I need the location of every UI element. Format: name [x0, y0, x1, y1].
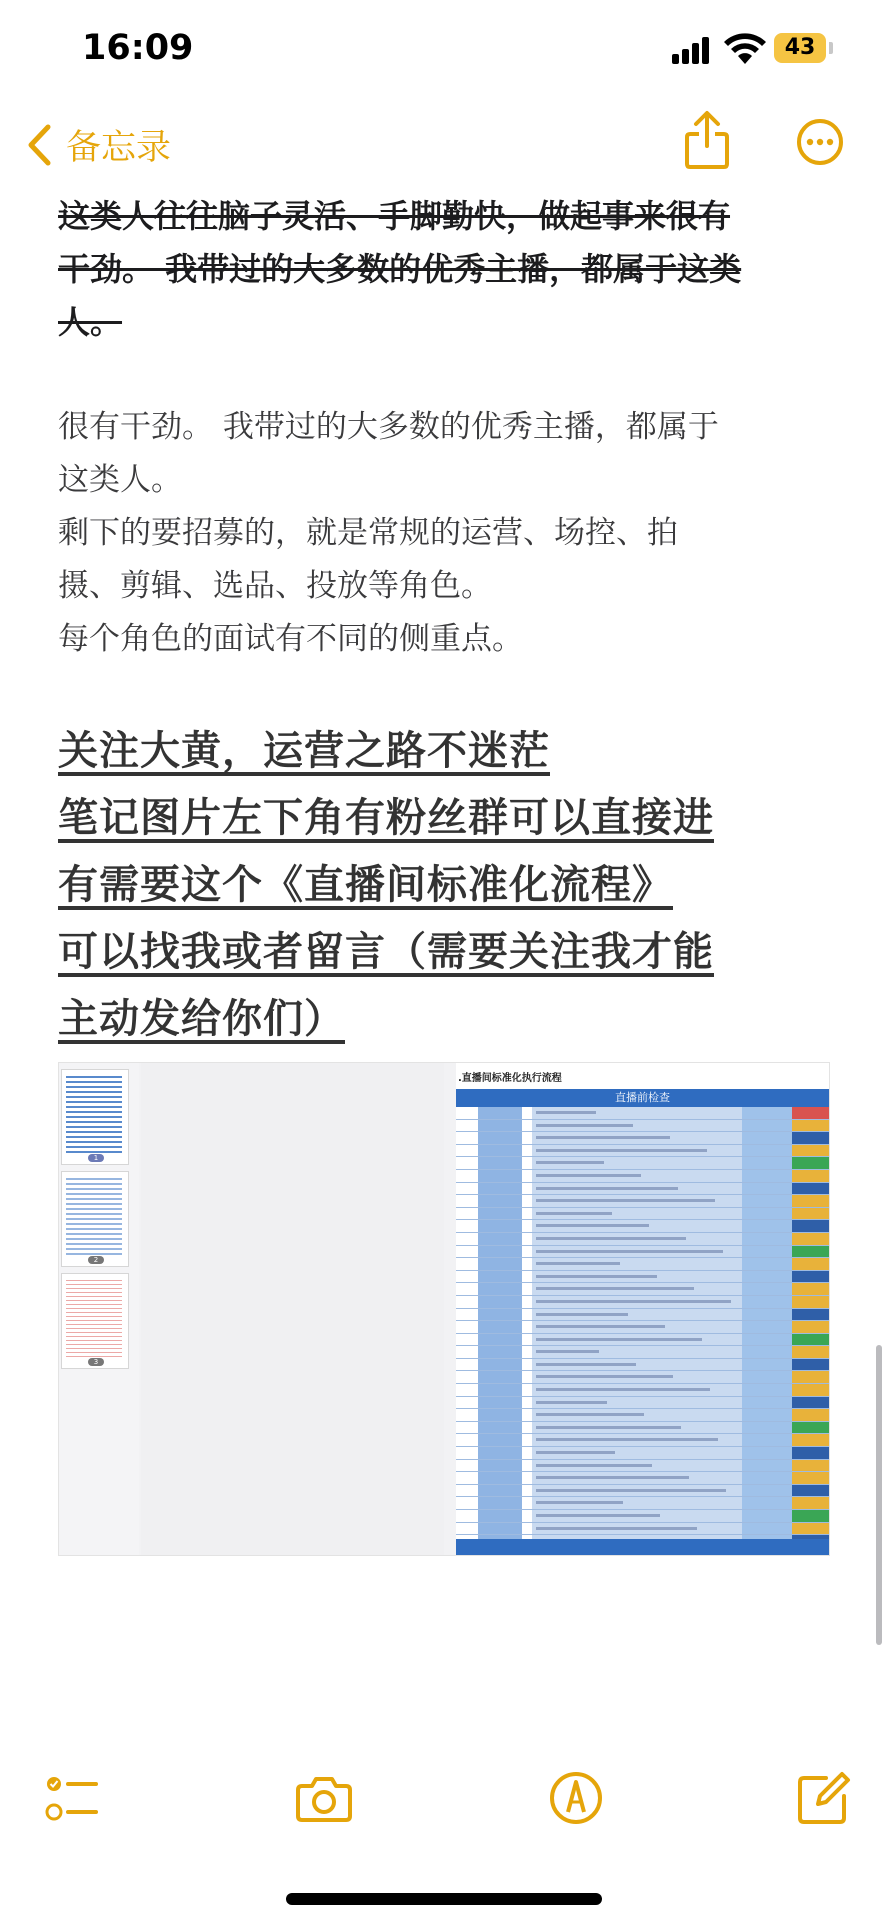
sheet-row	[456, 1460, 829, 1473]
body-paragraph	[58, 401, 838, 666]
strikethrough-paragraph	[58, 190, 838, 349]
thumbnail-sidebar	[59, 1063, 139, 1555]
sheet-row	[456, 1497, 829, 1510]
sheet-header: 直播前检查	[456, 1089, 829, 1107]
heading-block	[58, 718, 838, 1053]
sheet-row	[456, 1321, 829, 1334]
sheet-row	[456, 1346, 829, 1359]
heading-line: 笔记图片左下角有粉丝群可以直接进	[58, 795, 714, 841]
sheet-row	[456, 1246, 829, 1259]
battery-indicator: 43	[774, 33, 826, 63]
heading-line: 主动发给你们）	[58, 996, 345, 1042]
markup-pen-icon[interactable]	[548, 1770, 604, 1826]
sheet-row	[456, 1485, 829, 1498]
sheet-row	[456, 1145, 829, 1158]
sheet-row	[456, 1283, 829, 1296]
back-label: 备忘录	[66, 128, 172, 168]
heading-line: 关注大黄，运营之路不迷茫	[58, 728, 550, 774]
sheet-row	[456, 1271, 829, 1284]
page-badge: 1	[88, 1154, 104, 1162]
sheet-row	[456, 1371, 829, 1384]
chevron-left-icon	[26, 124, 52, 166]
camera-icon[interactable]	[296, 1770, 352, 1826]
compose-icon[interactable]	[796, 1770, 852, 1826]
checklist-icon[interactable]	[44, 1770, 100, 1826]
sheet-footer	[456, 1539, 829, 1555]
sheet-row	[456, 1208, 829, 1221]
sheet-table	[456, 1107, 829, 1555]
home-indicator[interactable]	[286, 1893, 602, 1905]
sheet-row	[456, 1359, 829, 1372]
body-line: 摄、剪辑、选品、投放等角色。	[58, 568, 492, 604]
body-line: 每个角色的面试有不同的侧重点。	[58, 621, 523, 657]
blank-canvas	[141, 1063, 444, 1555]
body-line: 这类人。	[58, 462, 182, 498]
sheet-row	[456, 1409, 829, 1422]
page-thumbnail	[61, 1171, 129, 1267]
sheet-row	[456, 1422, 829, 1435]
sheet-row	[456, 1384, 829, 1397]
page-thumbnail	[61, 1273, 129, 1369]
sheet-row	[456, 1447, 829, 1460]
sheet-row	[456, 1523, 829, 1536]
sheet-row	[456, 1157, 829, 1170]
strike-line: 人。	[58, 303, 123, 341]
sheet-row	[456, 1183, 829, 1196]
sheet-row	[456, 1120, 829, 1133]
sheet-row	[456, 1472, 829, 1485]
sheet-row	[456, 1309, 829, 1322]
scroll-indicator[interactable]	[876, 1345, 882, 1645]
bottom-toolbar	[0, 1770, 887, 1850]
strike-line: 这类人往往脑子灵活、手脚勤快，做起事来很有	[58, 197, 731, 235]
page-badge: 2	[88, 1256, 104, 1264]
sheet-row	[456, 1107, 829, 1120]
sheet-row	[456, 1258, 829, 1271]
sheet-row	[456, 1195, 829, 1208]
status-time: 16:09	[82, 28, 194, 68]
embedded-screenshot[interactable]	[58, 1062, 830, 1556]
heading-line: 可以找我或者留言（需要关注我才能	[58, 929, 714, 975]
sheet-row	[456, 1510, 829, 1523]
sheet-row	[456, 1233, 829, 1246]
sheet-row	[456, 1296, 829, 1309]
page-thumbnail	[61, 1069, 129, 1165]
body-line: 剩下的要招募的，就是常规的运营、场控、拍	[58, 515, 678, 551]
note-content[interactable]	[58, 190, 838, 1053]
spreadsheet-preview	[456, 1063, 829, 1555]
sheet-row	[456, 1434, 829, 1447]
sheet-row	[456, 1220, 829, 1233]
scrolled-content-behind-header	[58, 0, 848, 172]
sheet-row	[456, 1397, 829, 1410]
page-badge: 3	[88, 1358, 104, 1366]
sheet-row	[456, 1334, 829, 1347]
body-line: 很有干劲。 我带过的大多数的优秀主播，都属于	[58, 409, 719, 445]
sheet-row	[456, 1132, 829, 1145]
sheet-row	[456, 1170, 829, 1183]
heading-line: 有需要这个《直播间标准化流程》	[58, 862, 673, 908]
strike-line: 干劲。 我带过的大多数的优秀主播，都属于这类	[58, 250, 742, 288]
sheet-title: .直播间标准化执行流程	[458, 1073, 562, 1084]
